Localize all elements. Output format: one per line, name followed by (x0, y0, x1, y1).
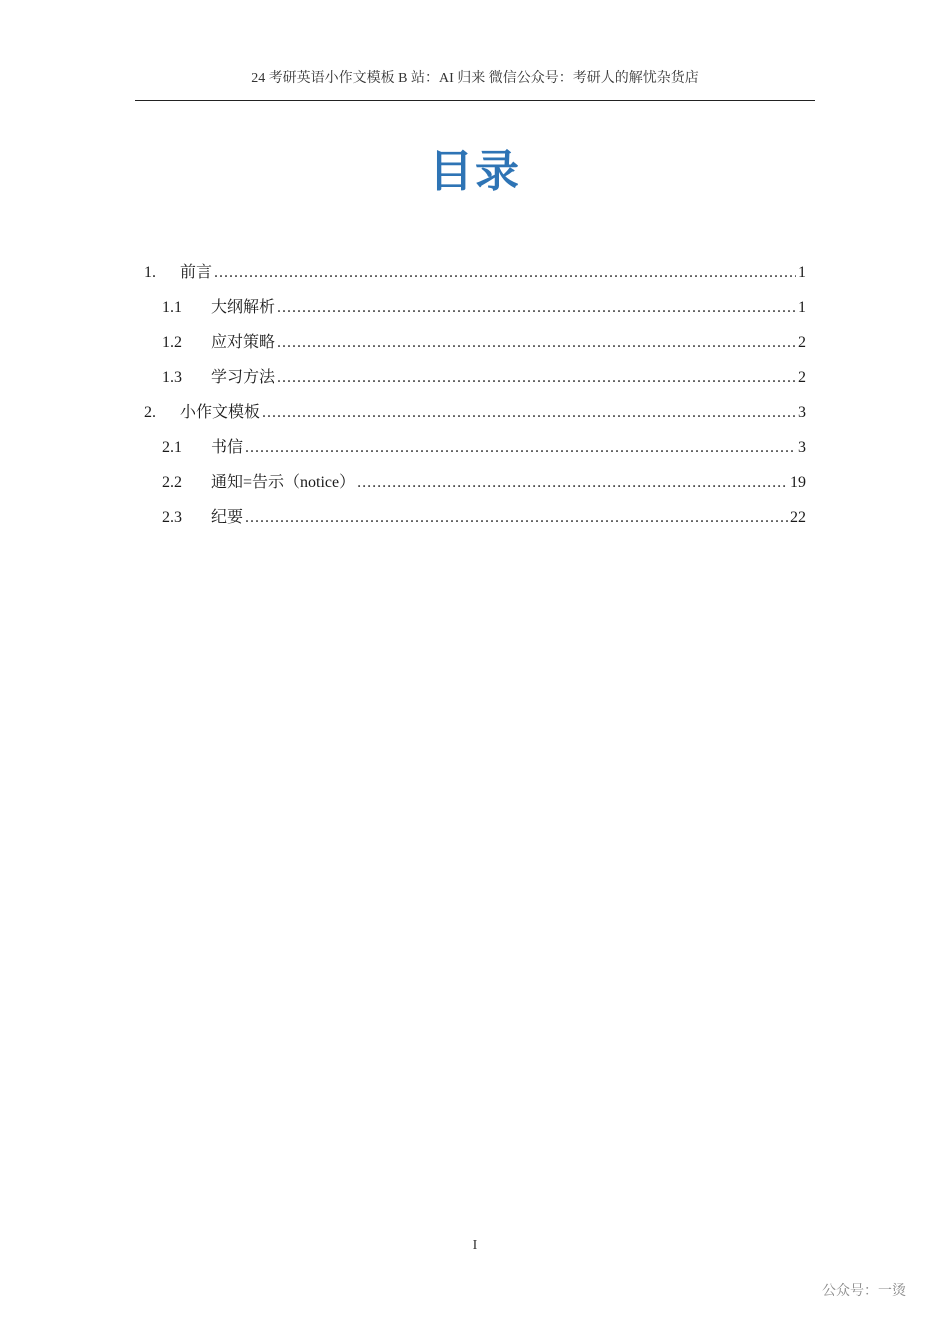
toc-entry-number: 2.3 (162, 509, 182, 526)
toc-entry-notice[interactable] (144, 465, 806, 500)
toc-entry-title: 书信 (211, 439, 244, 456)
page-header (135, 64, 815, 101)
dot-leader (357, 465, 788, 500)
dot-leader (245, 430, 796, 465)
page-number: I (472, 1238, 478, 1253)
toc-entry-page: 1 (798, 299, 806, 316)
toc-entry-number: 1.3 (162, 369, 182, 386)
toc-entry-page: 3 (798, 439, 806, 456)
toc-entry-minutes[interactable] (144, 500, 806, 535)
toc-entry-page: 1 (798, 264, 806, 281)
dot-leader (262, 395, 796, 430)
toc-entry-title: 前言 (180, 264, 213, 281)
toc-entry-number: 2.2 (162, 474, 182, 491)
toc-entry-number: 1.1 (162, 299, 182, 316)
toc-entry-preface[interactable] (144, 255, 806, 290)
toc-entry-title: 学习方法 (211, 369, 276, 386)
dot-leader (214, 255, 796, 290)
toc-entry-page: 19 (790, 474, 806, 491)
toc-entry-page: 2 (798, 369, 806, 386)
toc-entry-title: 小作文模板 (180, 404, 261, 421)
dot-leader (245, 500, 788, 535)
table-of-contents (144, 255, 806, 535)
toc-entry-title: 大纲解析 (211, 299, 276, 316)
toc-entry-number: 1. (144, 264, 156, 281)
header-text: 24 考研英语小作文模板 B 站：AI 归来 微信公众号：考研人的解忧杂货店 (251, 71, 699, 86)
toc-entry-letter[interactable] (144, 430, 806, 465)
dot-leader (277, 325, 796, 360)
toc-entry-title: 应对策略 (211, 334, 276, 351)
toc-entry-templates[interactable] (144, 395, 806, 430)
dot-leader (277, 360, 796, 395)
toc-title: 目录 (429, 146, 521, 197)
toc-entry-title: 通知=告示（notice） (211, 474, 356, 491)
toc-entry-title: 纪要 (211, 509, 244, 526)
toc-entry-syllabus-analysis[interactable] (144, 290, 806, 325)
toc-entry-page: 22 (790, 509, 806, 526)
toc-entry-number: 1.2 (162, 334, 182, 351)
watermark: 公众号：一烫 (822, 1283, 906, 1299)
toc-entry-page: 2 (798, 334, 806, 351)
toc-entry-number: 2. (144, 404, 156, 421)
toc-entry-page: 3 (798, 404, 806, 421)
toc-entry-strategy[interactable] (144, 325, 806, 360)
toc-entry-study-method[interactable] (144, 360, 806, 395)
toc-entry-number: 2.1 (162, 439, 182, 456)
dot-leader (277, 290, 796, 325)
